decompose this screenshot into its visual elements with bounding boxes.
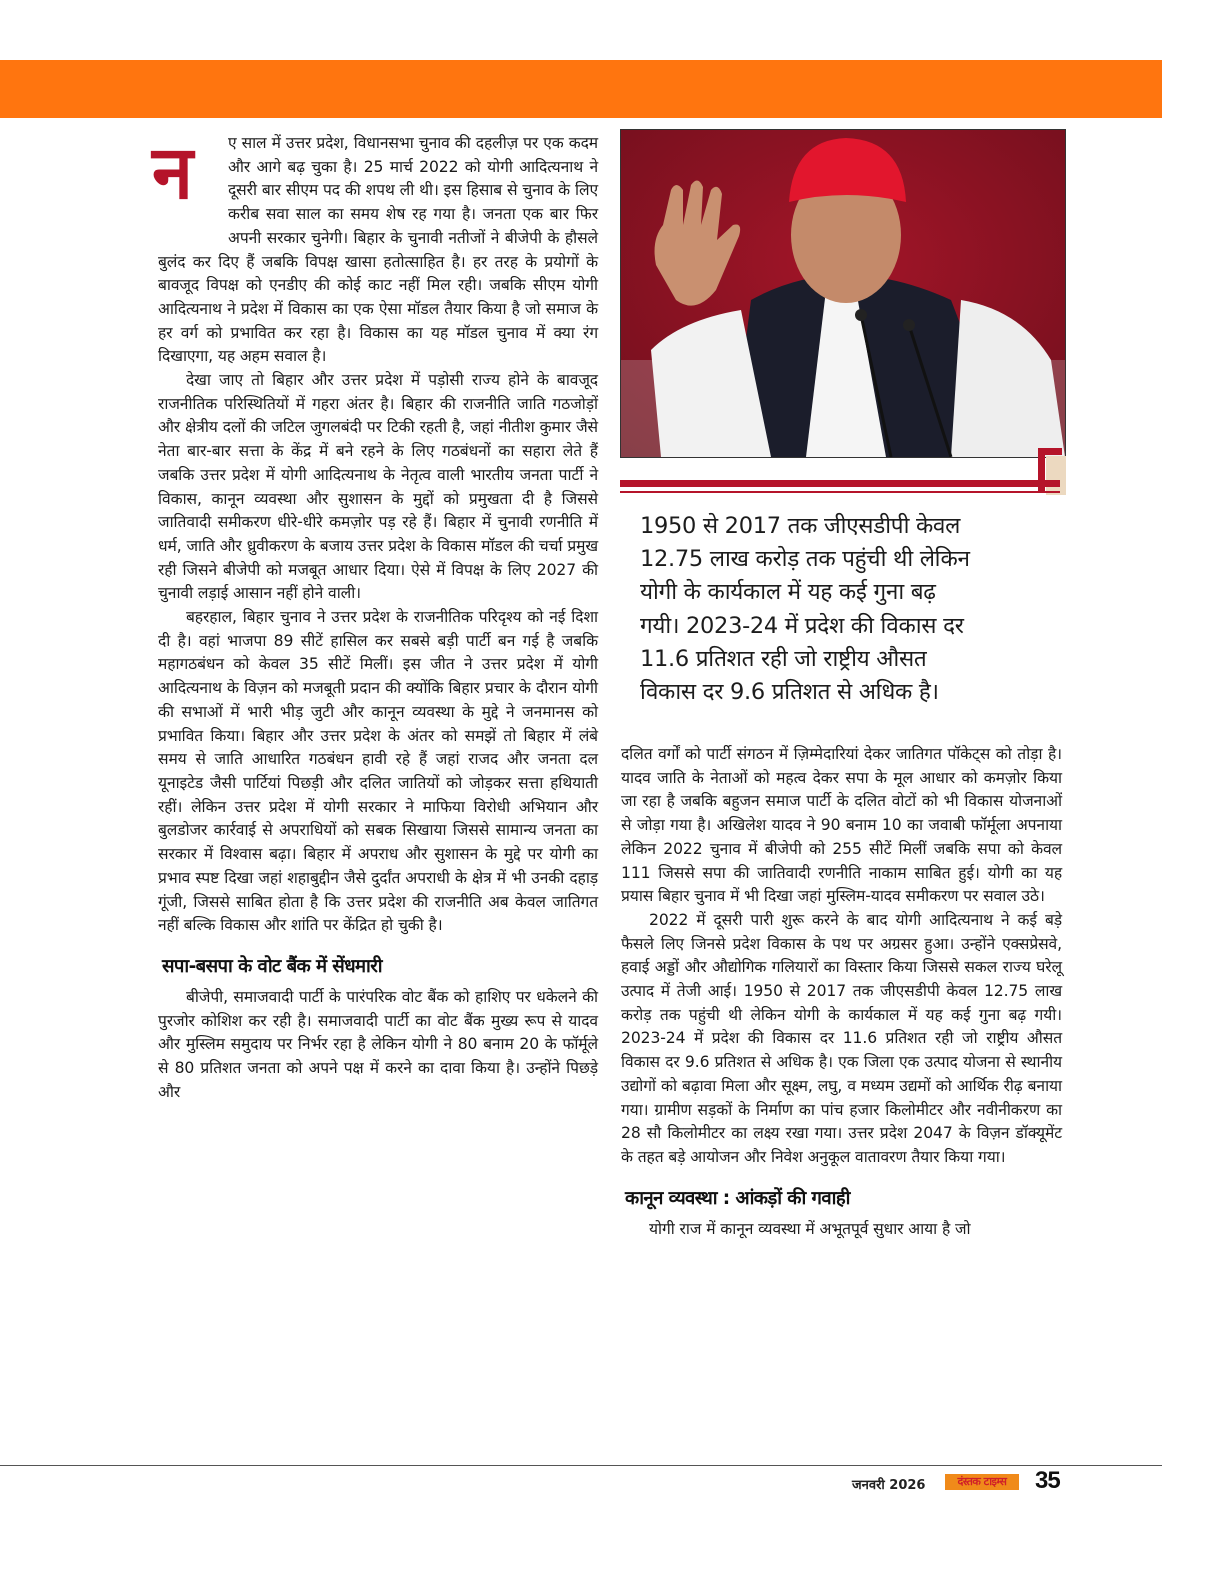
pull-quote-line: 11.6 प्रतिशत रही जो राष्ट्रीय औसत [640,645,927,672]
article-paragraph-3: बहरहाल, बिहार चुनाव ने उत्तर प्रदेश के राजनीतिक परिदृश्य को नई दिशा दी है। वहां भाजपा 89 सीटें हासिल कर सबसे बड़ी पार्टी बन गई है जबकि महागठबंधन को केवल 35 सीटें मिलीं। इस जीत ने उत्तर प्रदेश में योगी आदित्यनाथ के विज़न को मजबूती प्रदान की क्योंकि बिहार प्रचार के दौरान योगी की सभाओं में भारी भीड़ जुटी और कानून व्यवस्था के मुद्दे ने जनमानस को प्रभावित किया। बिहार और उत्तर प्रदेश के अंतर को समझें तो बिहार में लंबे समय से जाति आधारित गठबंधन हावी रहे हैं जहां राजद और जनता दल यूनाइटेड जैसी पार्टियां पिछड़ी और दलित जातियों को जोड़कर सत्ता हथियाती रहीं। लेकिन उत्तर प्रदेश में योगी सरकार ने माफिया विरोधी अभियान और बुलडोजर कार्रवाई से अपराधियों को सबक सिखाया जिससे सामान्य जनता का सरकार में विश्वास बढ़ा। बिहार में अपराध और सुशासन के मुद्दे पर योगी का प्रभाव स्पष्ट दिखा जहां शहाबुद्दीन जैसे दुर्दांत अपराधी के क्षेत्र में भी उनकी दहाड़ गूंजी, जिससे साबित होता है कि उत्तर प्रदेश की राजनीति अब केवल जातिगत नहीं बल्कि विकास और शांति पर केंद्रित हो चुकी है। [158,608,598,935]
corner-decoration-red-horizontal [1038,448,1062,455]
leader-photo [620,129,1066,458]
issue-date: जनवरी 2026 [852,1478,926,1493]
paragraph-text: ए साल में उत्तर प्रदेश, विधानसभा चुनाव की दहलीज़ पर एक कदम और आगे बढ़ चुका है। 25 मार्च 2022 को योगी आदित्यनाथ ने दूसरी बार सीएम पद की शपथ ली थी। इस हिसाब से चुनाव के लिए करीब सवा साल का समय शेष रह गया है। जनता एक बार फिर अपनी सरकार चुनेगी। बिहार के चुनावी नतीजों ने बीजेपी के हौसले बुलंद कर दिए हैं जबकि विपक्ष खासा हतोत्साहित है। हर तरह के प्रयोगों के बावजूद विपक्ष को एनडीए की कोई काट नहीं मिल रही। जबकि सीएम योगी आदित्यनाथ ने प्रदेश में विकास का एक ऐसा मॉडल तैयार किया है जो समाज के हर वर्ग को प्रभावित कर रहा है। विकास का यह मॉडल चुनाव में क्या रंग दिखाएगा, यह अहम सवाल है। [158,134,598,366]
article-paragraph-2: देखा जाए तो बिहार और उत्तर प्रदेश में पड़ोसी राज्य होने के बावजूद राजनीतिक परिस्थितियों में गहरा अंतर है। बिहार की राजनीति जाति गठजोड़ों और क्षेत्रीय दलों की जटिल जुगलबंदी पर टिकी रहती है, जहां नीतीश कुमार जैसे नेता बार-बार सत्ता के केंद्र में बने रहने के लिए गठबंधनों का सहारा लेते हैं जबकि उत्तर प्रदेश में योगी आदित्यनाथ के नेतृत्व वाली भारतीय जनता पार्टी ने विकास, कानून व्यवस्था और सुशासन के मुद्दों को प्रमुखता दी है जिससे जातिवादी समीकरण धीरे-धीरे कमज़ोर पड़ रहे हैं। बिहार में चुनावी रणनीति में धर्म, जाति और ध्रुवीकरण के बजाय उत्तर प्रदेश के विकास मॉडल की चर्चा प्रमुख रही जिसने बीजेपी को मजबूत आधार दिया। ऐसे में विपक्ष के लिए 2027 की चुनावी लड़ाई आसान नहीं होने वाली। [158,371,598,603]
article-column-left [152,130,598,1104]
article-paragraph-6: 2022 में दूसरी पारी शुरू करने के बाद योगी आदित्यनाथ ने कई बड़े फैसले लिए जिनसे प्रदेश विकास के पथ पर अग्रसर हुआ। उन्होंने एक्सप्रेसवे, हवाई अड्डों और औद्योगिक गलियारों का विस्तार किया जिससे सकल राज्य घरेलू उत्पाद में तेजी आई। 1950 से 2017 तक जीएसडीपी केवल 12.75 लाख करोड़ तक पहुंची थी लेकिन योगी के कार्यकाल में यह कई गुना बढ़ गयी। 2023-24 में प्रदेश की विकास दर 11.6 प्रतिशत रही जो राष्ट्रीय औसत विकास दर 9.6 प्रतिशत से अधिक है। एक जिला एक उत्पाद योजना से स्थानीय उद्योगों को बढ़ावा मिला और सूक्ष्म, लघु, व मध्यम उद्यमों को आर्थिक रीढ़ बनाया गया। ग्रामीण सड़कों के निर्माण का पांच हजार किलोमीटर और नवीनीकरण का 28 सौ किलोमीटर का लक्ष्य रखा गया। उत्तर प्रदेश 2047 के विज़न डॉक्यूमेंट के तहत बड़े आयोजन और निवेश अनुकूल वातावरण तैयार किया गया। [621,910,1062,1166]
header-color-band [0,60,1162,118]
article-paragraph-5: दलित वर्गों को पार्टी संगठन में ज़िम्मेदारियां देकर जातिगत पॉकेट्स को तोड़ा है। यादव जाति के नेताओं को महत्व देकर सपा के मूल आधार को कमज़ोर किया जा रहा है जबकि बहुजन समाज पार्टी के दलित वोटों को भी विकास योजनाओं से जोड़ा गया है। अखिलेश यादव ने 90 बनाम 10 का जवाबी फॉर्मूला अपनाया लेकिन 2022 चुनाव में बीजेपी को 255 सीटें मिलीं जबकि सपा को केवल 111 जिससे सपा की जातिवादी रणनीति नाकाम साबित हुई। योगी का यह प्रयास बिहार चुनाव में भी दिखा जहां मुस्लिम-यादव समीकरण पर सवाल उठे। [621,745,1062,906]
article-paragraph-4: बीजेपी, समाजवादी पार्टी के पारंपरिक वोट बैंक को हाशिए पर धकेलने की पुरजोर कोशिश कर रही है। समाजवादी पार्टी का वोट बैंक मुख्य रूप से यादव और मुस्लिम समुदाय पर निर्भर रहा है लेकिन योगी ने 80 बनाम 20 के फॉर्मूले से 80 प्रतिशत जनता को अपने पक्ष में करने का दावा किया है। उन्होंने पिछड़े और [158,987,598,1101]
divider-thick [620,480,1060,487]
pull-quote-line: योगी के कार्यकाल में यह कई गुना बढ़ [640,579,936,606]
pull-quote-line: विकास दर 9.6 प्रतिशत से अधिक है। [640,679,939,706]
page-number: 35 [1035,1467,1060,1494]
pull-quote-line: 12.75 लाख करोड़ तक पहुंची थी लेकिन [640,546,970,573]
article-column-right [621,743,1062,1241]
corner-decoration-beige [1046,456,1066,495]
pull-quote-line: गयी। 2023-24 में प्रदेश की विकास दर [640,612,964,639]
section-heading-law-order: कानून व्यवस्था : आंकड़ों की गवाही [625,1187,850,1209]
divider-thin [620,491,1060,493]
article-paragraph-7: योगी राज में कानून व्यवस्था में अभूतपूर्व सुधार आया है जो [649,1219,971,1238]
magazine-logo: दंस्तक टाइम्स [945,1474,1019,1490]
pull-quote-line: 1950 से 2017 तक जीएसडीपी केवल [640,513,961,539]
article-paragraph-1 [152,130,598,369]
section-heading-vote-bank: सपा-बसपा के वोट बैंक में सेंधमारी [162,955,382,977]
leader-photo-illustration [621,130,1065,457]
footer-divider [0,1465,1162,1466]
drop-cap: न [152,130,193,216]
pull-quote [640,510,1060,709]
